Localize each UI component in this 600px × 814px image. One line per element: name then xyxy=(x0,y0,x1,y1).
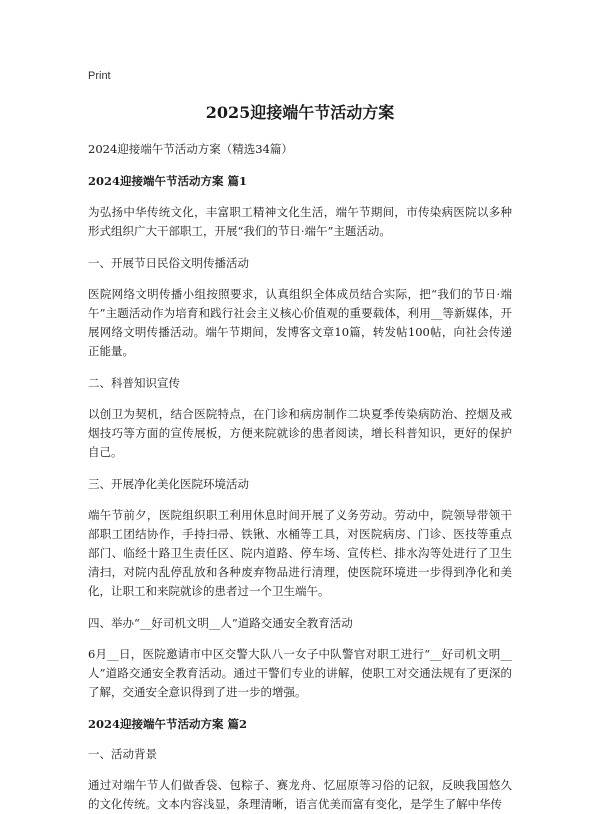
item-heading: 四、举办“__好司机文明__人”道路交通安全教育活动 xyxy=(88,616,353,630)
item-body: 端午节前夕，医院组织职工利用休息时间开展了义务劳动。劳动中，院领导带领干部职工团结协作，手持扫帚、铁锹、水桶等工具，对医院病房、门诊、医技等重点部门、临经十路卫生责任区、院内道路、停车场、宣传栏、排水沟等处进行了卫生清扫，对院内乱停乱放和各种废弃物品进行清理，使医院环境进一步得到净化和美化，让职工和来院就诊的患者过一个卫生端午。 xyxy=(88,508,512,598)
item-body: 以创卫为契机，结合医院特点，在门诊和病房制作二块夏季传染病防治、控烟及戒烟技巧等方面的宣传展板，方便来院就诊的患者阅读，增长科普知识，更好的保护自己。 xyxy=(88,407,512,459)
section-intro: 为弘扬中华传统文化，丰富职工精神文化生活，端午节期间，市传染病医院以多种形式组织广大干部职工，开展“我们的节日·端午”主题活动。 xyxy=(88,205,512,238)
item-body: 医院网络文明传播小组按照要求，认真组织全体成员结合实际，把“我们的节日·端午”主题活动作为培育和践行社会主义核心价值观的重要载体，利用__等新媒体，开展网络文明传播活动。端午节期间，发博客文章10篇，转发帖100帖，向社会传递正能量。 xyxy=(88,287,512,358)
section-item xyxy=(88,615,512,702)
section-item xyxy=(88,375,512,462)
document-subtitle: 2024迎接端午节活动方案（精选34篇） xyxy=(88,142,293,156)
item-body: 通过对端午节人们做香袋、包粽子、赛龙舟、忆屈原等习俗的记叙，反映我国悠久的文化传统。文本内容浅显，条理清晰，语言优美而富有变化，是学生了解中华传 xyxy=(88,778,512,811)
item-heading: 一、开展节日民俗文明传播活动 xyxy=(88,256,249,270)
section-heading: 2024迎接端午节活动方案 篇2 xyxy=(88,717,248,731)
section-item xyxy=(88,255,512,361)
page-title: 2025迎接端午节活动方案 xyxy=(205,103,395,122)
section-2 xyxy=(88,716,512,814)
item-heading: 一、活动背景 xyxy=(88,747,157,761)
item-body: 6月__日，医院邀请市中区交警大队八一女子中队警官对职工进行“__好司机文明__人”道路交通安全教育活动。通过干警们专业的讲解，使职工对交通法规有了更深的了解，交通安全意识得到了进一步的增强。 xyxy=(88,647,512,699)
section-heading: 2024迎接端午节活动方案 篇1 xyxy=(88,174,248,188)
item-heading: 二、科普知识宣传 xyxy=(88,376,180,390)
print-label[interactable]: Print xyxy=(88,70,111,82)
section-item xyxy=(88,746,512,814)
section-1 xyxy=(88,173,512,702)
section-item xyxy=(88,476,512,601)
item-heading: 三、开展净化美化医院环境活动 xyxy=(88,477,249,491)
